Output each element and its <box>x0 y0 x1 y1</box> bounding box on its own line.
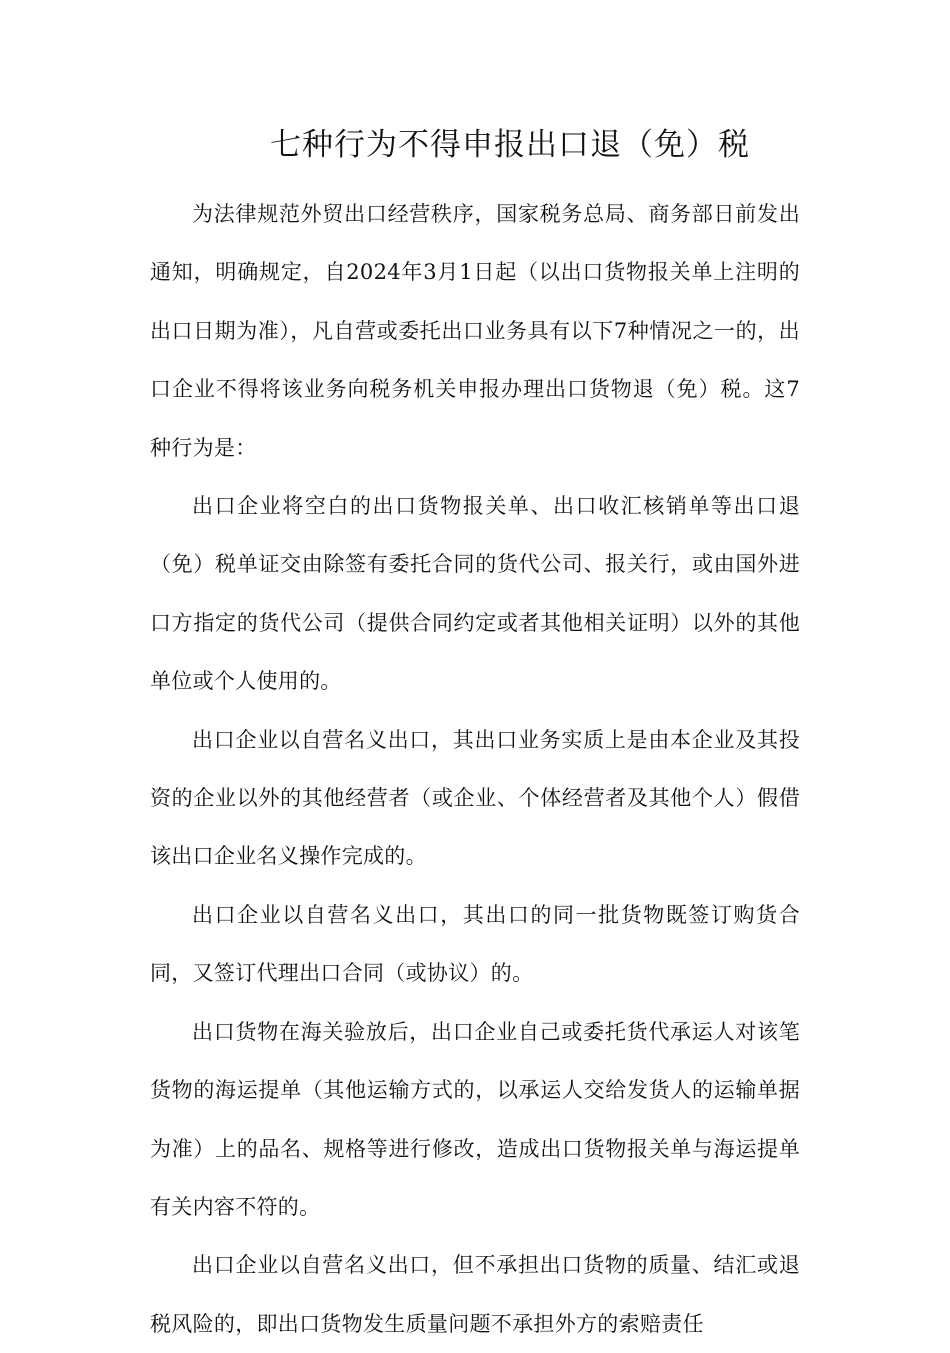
paragraph: 出口货物在海关验放后，出口企业自己或委托货代承运人对该笔货物的海运提单（其他运输方式的，以承运人交给发货人的运输单据为准）上的品名、规格等进行修改，造成出口货物报关单与海运提单有关内容不符的。 <box>150 1019 800 1219</box>
paragraph: 出口企业以自营名义出口，其出口的同一批货物既签订购货合同，又签订代理出口合同（或协议）的。 <box>150 902 800 986</box>
paragraph: 出口企业以自营名义出口，但不承担出口货物的质量、结汇或退税风险的，即出口货物发生质量问题不承担外方的索赔责任 <box>150 1253 800 1336</box>
paragraph: 出口企业将空白的出口货物报关单、出口收汇核销单等出口退（免）税单证交由除签有委托合同的货代公司、报关行，或由国外进口方指定的货代公司（提供合同约定或者其他相关证明）以外的其他单位或个人使用的。 <box>150 494 800 694</box>
paragraph: 出口企业以自营名义出口，其出口业务实质上是由本企业及其投资的企业以外的其他经营者（或企业、个体经营者及其他个人）假借该出口企业名义操作完成的。 <box>150 727 800 869</box>
paragraph: 为法律规范外贸出口经营秩序，国家税务总局、商务部日前发出通知，明确规定，自2024年3月1日起（以出口货物报关单上注明的出口日期为准），凡自营或委托出口业务具有以下7种情况之一的，出口企业不得将该业务向税务机关申报办理出口货物退（免）税。这7种行为是： <box>150 202 800 460</box>
document-title: 七种行为不得申报出口退（免）税 <box>270 127 750 163</box>
document-body <box>150 185 800 1353</box>
